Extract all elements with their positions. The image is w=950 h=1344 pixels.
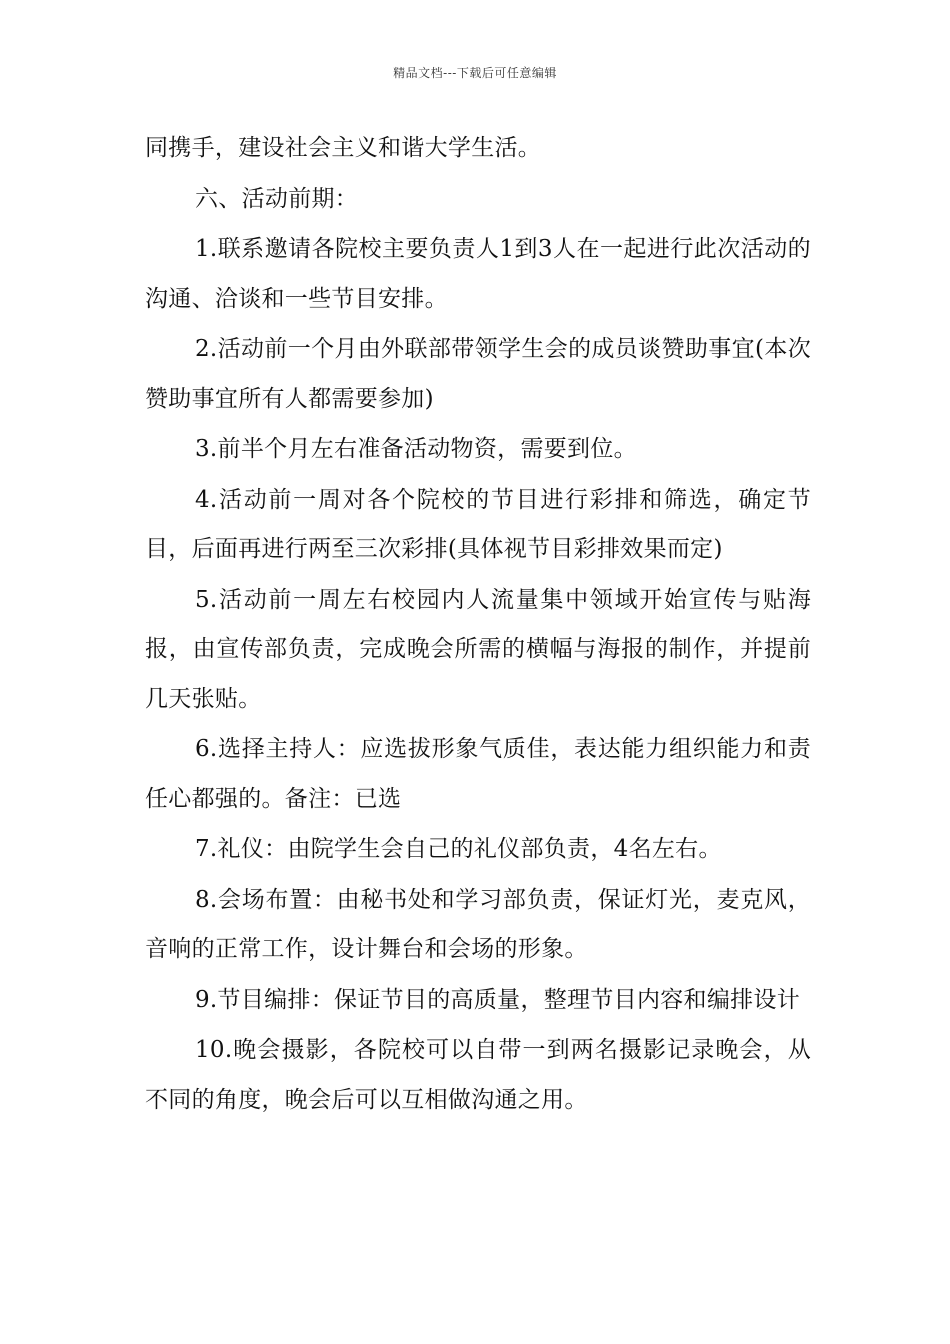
list-item-8: 8.会场布置：由秘书处和学习部负责，保证灯光，麦克风，音响的正常工作，设计舞台和会场的形象。	[145, 886, 811, 962]
list-item-7: 7.礼仪：由院学生会自己的礼仪部负责，4名左右。	[195, 836, 722, 862]
list-item-10: 10.晚会摄影，各院校可以自带一到两名摄影记录晚会，从不同的角度，晚会后可以互相做沟通之用。	[145, 1037, 811, 1113]
paragraph-continuation: 同携手，建设社会主义和谐大学生活。	[145, 135, 542, 161]
list-item-3: 3.前半个月左右准备活动物资，需要到位。	[195, 436, 637, 462]
list-item-2: 2.活动前一个月由外联部带领学生会的成员谈赞助事宜(本次赞助事宜所有人都需要参加)	[145, 336, 811, 412]
list-item-5: 5.活动前一周左右校园内人流量集中领域开始宣传与贴海报，由宣传部负责，完成晚会所需的横幅与海报的制作，并提前几天张贴。	[145, 586, 811, 712]
list-item-1: 1.联系邀请各院校主要负责人1到3人在一起进行此次活动的沟通、洽谈和一些节目安排。	[145, 236, 811, 312]
page-header: 精品文档---下载后可任意编辑	[393, 66, 557, 80]
document-body	[145, 124, 811, 1126]
list-item-6: 6.选择主持人：应选拔形象气质佳，表达能力组织能力和责任心都强的。备注：已选	[145, 736, 811, 812]
section-heading-pre-event: 六、活动前期：	[195, 185, 359, 212]
list-item-4: 4.活动前一周对各个院校的节目进行彩排和筛选，确定节目，后面再进行两至三次彩排(具体视节目彩排效果而定)	[145, 486, 811, 562]
list-item-9: 9.节目编排：保证节目的高质量，整理节目内容和编排设计	[195, 986, 801, 1013]
